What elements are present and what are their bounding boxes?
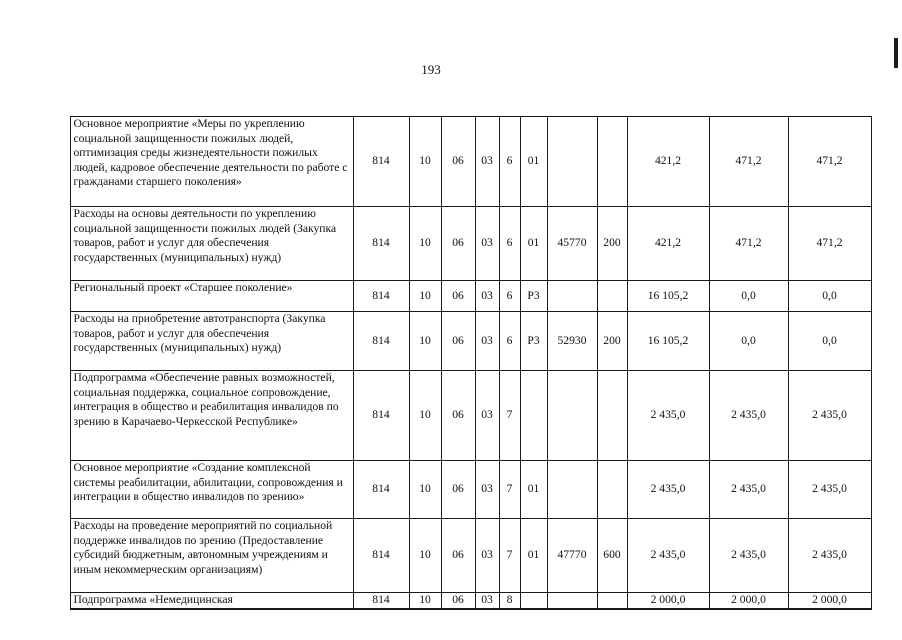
program-code: 03	[475, 593, 499, 609]
row-number-cell	[40, 117, 70, 207]
direction-code	[547, 117, 597, 207]
event-code: Р3	[520, 281, 547, 312]
row-name: Расходы на приобретение автотранспорта (Закупка товаров, работ и услуг для обеспечения государственных (муниципальных) нужд)	[70, 312, 353, 371]
amount-2: 2 000,0	[709, 593, 788, 609]
event-code: Р3	[520, 312, 547, 371]
amount-2: 2 435,0	[709, 461, 788, 519]
ministry-code: 814	[353, 593, 409, 609]
subsection-code: 06	[441, 461, 475, 519]
subsection-code: 06	[441, 281, 475, 312]
ministry-code: 814	[353, 281, 409, 312]
amount-3: 2 435,0	[788, 461, 871, 519]
amount-2: 2 435,0	[709, 371, 788, 461]
ministry-code: 814	[353, 117, 409, 207]
subsection-code: 06	[441, 312, 475, 371]
event-code: 01	[520, 519, 547, 593]
amount-2: 471,2	[709, 207, 788, 281]
table-row	[40, 281, 871, 312]
direction-code: 47770	[547, 519, 597, 593]
row-name: Основное мероприятие «Меры по укреплению социальной защищенности пожилых людей, оптимизация среды жизнедеятельности пожилых людей, кадровое обеспечение деятельности по работе с гражданами старшего поколения»	[70, 117, 353, 207]
row-number-cell	[40, 207, 70, 281]
amount-2: 471,2	[709, 117, 788, 207]
ministry-code: 814	[353, 461, 409, 519]
section-code: 10	[409, 117, 441, 207]
direction-code	[547, 461, 597, 519]
amount-3: 2 435,0	[788, 519, 871, 593]
event-code: 01	[520, 117, 547, 207]
section-code: 10	[409, 207, 441, 281]
subprogram-code: 7	[499, 519, 520, 593]
amount-3: 0,0	[788, 312, 871, 371]
subprogram-code: 7	[499, 371, 520, 461]
ministry-code: 814	[353, 312, 409, 371]
table-row	[40, 519, 871, 593]
row-name: Расходы на проведение мероприятий по социальной поддержке инвалидов по зрению (Предоставление субсидий бюджетным, автономным учреждениям и иным некоммерческим организациям)	[70, 519, 353, 593]
subsection-code: 06	[441, 371, 475, 461]
amount-1: 421,2	[627, 117, 709, 207]
row-number-cell	[40, 281, 70, 312]
amount-1: 16 105,2	[627, 281, 709, 312]
row-number-cell	[40, 519, 70, 593]
program-code: 03	[475, 207, 499, 281]
section-code: 10	[409, 312, 441, 371]
row-number-cell	[40, 593, 70, 609]
row-number-cell	[40, 461, 70, 519]
ministry-code: 814	[353, 207, 409, 281]
amount-1: 2 000,0	[627, 593, 709, 609]
amount-1: 2 435,0	[627, 519, 709, 593]
amount-2: 0,0	[709, 312, 788, 371]
section-code: 10	[409, 519, 441, 593]
budget-table	[40, 116, 872, 610]
table-row	[40, 207, 871, 281]
event-code: 01	[520, 461, 547, 519]
section-code: 10	[409, 461, 441, 519]
amount-1: 421,2	[627, 207, 709, 281]
expense-type-code: 600	[597, 519, 627, 593]
section-code: 10	[409, 593, 441, 609]
direction-code	[547, 281, 597, 312]
row-number-cell	[40, 371, 70, 461]
expense-type-code	[597, 117, 627, 207]
row-name: Региональный проект «Старшее поколение»	[70, 281, 353, 312]
event-code	[520, 371, 547, 461]
direction-code: 45770	[547, 207, 597, 281]
table-row	[40, 371, 871, 461]
table-row	[40, 461, 871, 519]
ministry-code: 814	[353, 519, 409, 593]
program-code: 03	[475, 461, 499, 519]
table-row	[40, 593, 871, 609]
expense-type-code: 200	[597, 207, 627, 281]
program-code: 03	[475, 519, 499, 593]
amount-2: 2 435,0	[709, 519, 788, 593]
page-number: 193	[421, 62, 441, 77]
amount-3: 2 000,0	[788, 593, 871, 609]
row-name: Расходы на основы деятельности по укреплению социальной защищенности пожилых людей (Закупка товаров, работ и услуг для обеспечения государственных (муниципальных) нужд)	[70, 207, 353, 281]
subsection-code: 06	[441, 593, 475, 609]
expense-type-code	[597, 371, 627, 461]
expense-type-code	[597, 281, 627, 312]
amount-1: 2 435,0	[627, 371, 709, 461]
row-name: Подпрограмма «Немедицинская	[70, 593, 353, 609]
row-number-cell	[40, 312, 70, 371]
subprogram-code: 6	[499, 281, 520, 312]
table-row	[40, 117, 871, 207]
event-code: 01	[520, 207, 547, 281]
amount-1: 2 435,0	[627, 461, 709, 519]
program-code: 03	[475, 312, 499, 371]
scan-edge-mark	[894, 38, 898, 68]
expense-type-code: 200	[597, 312, 627, 371]
section-code: 10	[409, 371, 441, 461]
subsection-code: 06	[441, 117, 475, 207]
row-name: Подпрограмма «Обеспечение равных возможностей, социальная поддержка, социальное сопровождение, интеграция в общество и реабилитация инвалидов по зрению в Карачаево-Черкесской Республике»	[70, 371, 353, 461]
program-code: 03	[475, 117, 499, 207]
direction-code	[547, 371, 597, 461]
expense-type-code	[597, 461, 627, 519]
amount-1: 16 105,2	[627, 312, 709, 371]
amount-2: 0,0	[709, 281, 788, 312]
event-code	[520, 593, 547, 609]
subprogram-code: 6	[499, 207, 520, 281]
expense-type-code	[597, 593, 627, 609]
amount-3: 471,2	[788, 207, 871, 281]
subprogram-code: 6	[499, 312, 520, 371]
amount-3: 0,0	[788, 281, 871, 312]
amount-3: 471,2	[788, 117, 871, 207]
table-row	[40, 312, 871, 371]
direction-code: 52930	[547, 312, 597, 371]
direction-code	[547, 593, 597, 609]
subprogram-code: 7	[499, 461, 520, 519]
amount-3: 2 435,0	[788, 371, 871, 461]
subsection-code: 06	[441, 519, 475, 593]
program-code: 03	[475, 371, 499, 461]
section-code: 10	[409, 281, 441, 312]
subprogram-code: 8	[499, 593, 520, 609]
row-name: Основное мероприятие «Создание комплексной системы реабилитации, абилитации, сопровождения и интеграции в общество инвалидов по зрению»	[70, 461, 353, 519]
subsection-code: 06	[441, 207, 475, 281]
ministry-code: 814	[353, 371, 409, 461]
program-code: 03	[475, 281, 499, 312]
subprogram-code: 6	[499, 117, 520, 207]
